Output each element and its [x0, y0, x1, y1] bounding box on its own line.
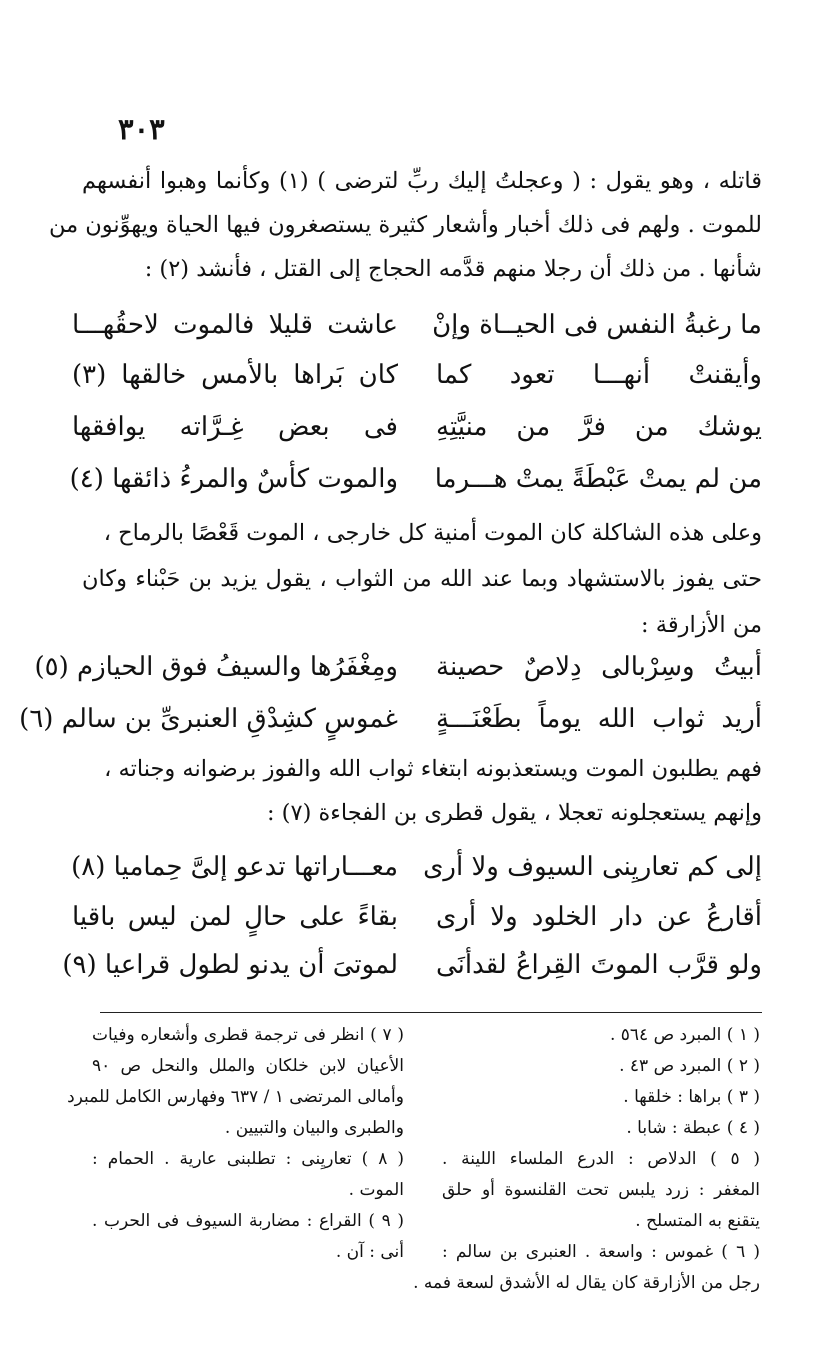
verse-second-hemistich: عاشت قليلا فالموت لاحقُهـــا — [72, 310, 398, 340]
verse-first-hemistich: يوشك من فرَّ من منيَّتِهِ — [436, 412, 762, 442]
verse-line — [62, 950, 762, 994]
page-number: ٣٠٣ — [118, 112, 165, 146]
verse-line — [72, 412, 762, 456]
verse-second-hemistich: لموتىَ أن يدنو لطول قراعيا (٩) — [62, 950, 398, 980]
footnote-line: يتقنع به المتسلح . — [635, 1211, 760, 1231]
verse-line — [19, 704, 762, 748]
footnote-line: الأعيان لابن خلكان والملل والنحل ص ٩٠ — [92, 1056, 404, 1076]
verse-line — [72, 360, 762, 404]
verse-first-hemistich: أقارعُ عن دار الخلود ولا أرى — [436, 902, 762, 932]
verse-second-hemistich: والموت كأسٌ والمرءُ ذائقها (٤) — [69, 464, 398, 494]
footnote-line: أنى : آن . — [335, 1242, 404, 1262]
footnote-line: ( ٨ ) تعاريِنى : تطلبنى عارية . الحمام : — [92, 1149, 404, 1169]
verse-second-hemistich: كان بَراها بالأمس خالقها (٣) — [72, 360, 398, 390]
verse-second-hemistich: فى بعض غِـرَّاته يوافقها — [72, 412, 398, 442]
verse-line — [69, 464, 762, 508]
verse-first-hemistich: أريد ثواب الله يوماً بطَعْنَـــةٍ — [436, 704, 762, 734]
verse-first-hemistich: وأيقنتْ أنهـــا تعود كما — [436, 360, 762, 390]
footnote-divider — [100, 1012, 762, 1013]
footnote-line: ( ٥ ) الدلاص : الدرع الملساء اللينة . — [442, 1149, 760, 1169]
verse-first-hemistich: ولو قرَّب الموتَ القِراعُ لقدأنَى — [436, 950, 762, 980]
verse-second-hemistich: ومِغْفَرُها والسيفُ فوق الحيازم (٥) — [34, 652, 398, 682]
footnote-line: وأمالى المرتضى ١ / ٦٣٧ وفهارس الكامل للمبرد — [67, 1087, 404, 1107]
verse-line — [72, 902, 762, 946]
verse-line — [72, 310, 762, 354]
prose-line: حتى يفوز بالاستشهاد وبما عند الله من الثواب ، يقول يزيد بن حَبْناء وكان — [82, 566, 762, 592]
prose-line: شأنها . من ذلك أن رجلا منهم قدَّمه الحجاج إلى القتل ، فأنشد (٢) : — [144, 256, 762, 282]
prose-line: وإنهم يستعجلونه تعجلا ، يقول قطرى بن الفجاءة (٧) : — [266, 800, 762, 826]
prose-line: وعلى هذه الشاكلة كان الموت أمنية كل خارجى ، الموت قَعْصًا بالرماح ، — [103, 520, 762, 546]
verse-first-hemistich: إلى كم تعاريِنى السيوف ولا أرى — [423, 852, 762, 882]
verse-first-hemistich: ما رغبةُ النفس فى الحيــاة وإنْ — [432, 310, 762, 340]
footnote-line: ( ٩ ) القراع : مضاربة السيوف فى الحرب . — [92, 1211, 404, 1231]
verse-first-hemistich: أبيتُ وسِرْبالى دِلاصٌ حصينة — [436, 652, 762, 682]
footnote-line: ( ٢ ) المبرد ص ٤٣ . — [619, 1056, 760, 1076]
prose-line: للموت . ولهم فى ذلك أخبار وأشعار كثيرة يستصغرون فيها الحياة ويهوِّنون من — [48, 212, 762, 238]
footnote-line: ( ٤ ) عبطة : شابا . — [626, 1118, 760, 1138]
footnote-line: ( ٣ ) براها : خلقها . — [623, 1087, 760, 1107]
footnote-line: ( ١ ) المبرد ص ٥٦٤ . — [609, 1025, 760, 1045]
footnote-line: الموت . — [348, 1180, 404, 1200]
prose-line: من الأزارقة : — [641, 612, 762, 638]
footnotes-left-column — [67, 1020, 404, 1268]
prose-line: قاتله ، وهو يقول : ( وعجلتُ إليك ربِّ لترضى ) (١) وكأنما وهبوا أنفسهم — [82, 168, 762, 194]
footnotes-right-column — [413, 1020, 760, 1299]
verse-line — [72, 852, 762, 896]
verse-first-hemistich: من لم يمتْ عَبْطَةً يمتْ هـــرما — [434, 464, 762, 494]
verse-line — [34, 652, 762, 696]
prose-line: فهم يطلبون الموت ويستعذبونه ابتغاء ثواب الله والفوز برضوانه وجناته ، — [104, 756, 762, 782]
footnote-line: ( ٧ ) انظر فى ترجمة قطرى وأشعاره وفيات — [92, 1025, 404, 1045]
footnote-line: ( ٦ ) غموس : واسعة . العنبرى بن سالم : — [442, 1242, 760, 1262]
footnote-line: رجل من الأزارقة كان يقال له الأشدق لسعة فمه . — [413, 1273, 760, 1293]
verse-second-hemistich: غموسٍ كشِدْقِ العنبرىِّ بن سالم (٦) — [19, 704, 398, 734]
verse-second-hemistich: معـــاراتها تدعو إلىَّ حِماميا (٨) — [71, 852, 398, 882]
footnote-line: والطبرى والبيان والتبيين . — [224, 1118, 404, 1138]
verse-second-hemistich: بقاءً على حالٍ لمن ليس باقيا — [72, 902, 398, 932]
footnote-line: المغفر : زرد يلبس تحت القلنسوة أو حلق — [442, 1180, 760, 1200]
